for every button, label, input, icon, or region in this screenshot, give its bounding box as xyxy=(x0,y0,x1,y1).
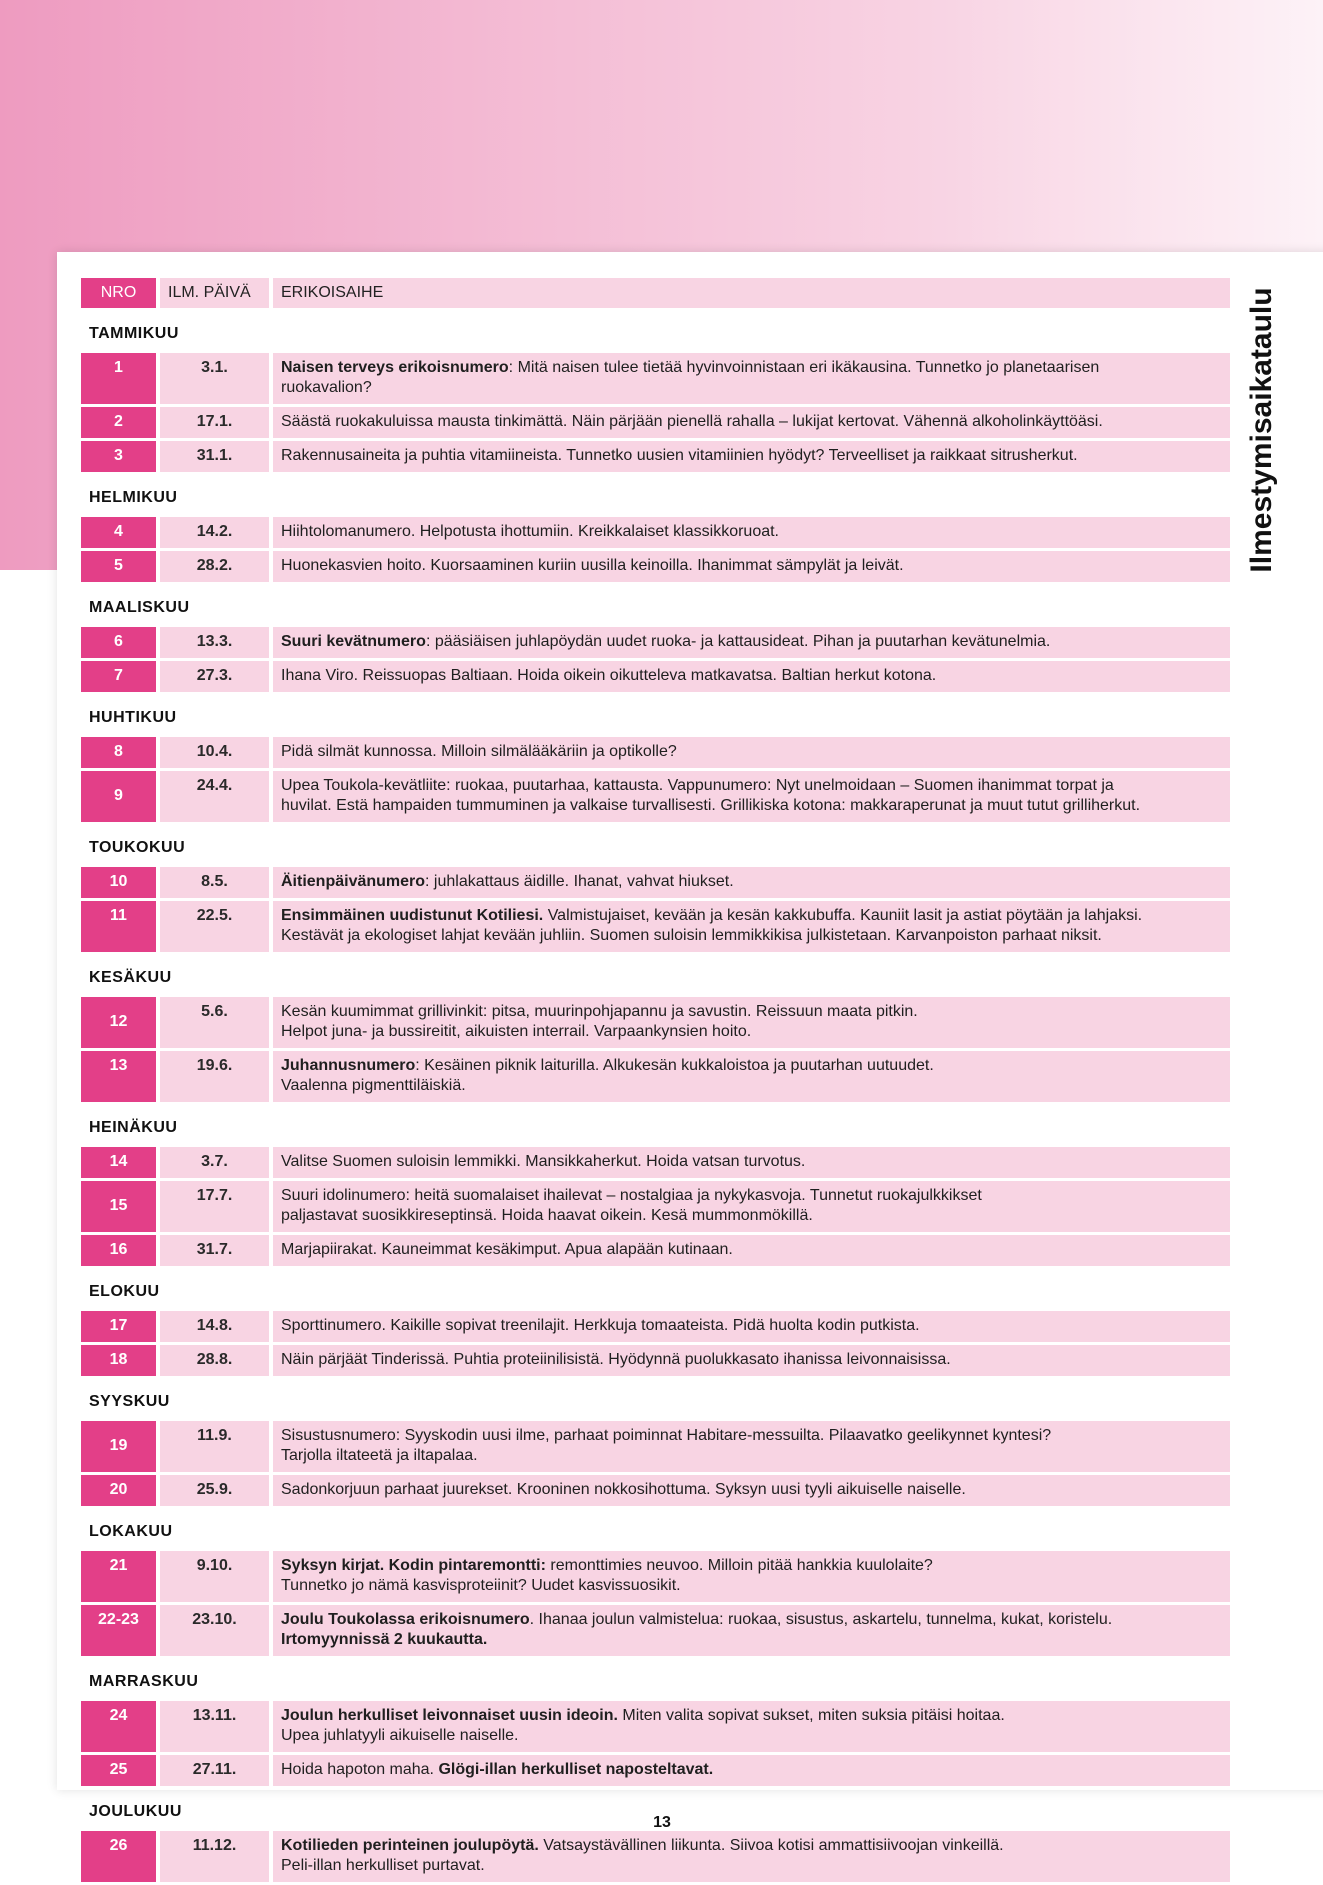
issue-date: 9.10. xyxy=(156,1551,269,1602)
topic-text: Sporttinumero. Kaikille sopivat treenilajit. Herkkuja tomaateista. Pidä huolta kodin putkista. xyxy=(281,1317,920,1334)
page-title-text: Ilmestymisaikataulu xyxy=(1245,287,1278,573)
issue-date: 27.11. xyxy=(156,1755,269,1786)
month-heading: ELOKUU xyxy=(89,1282,160,1300)
issue-number: 16 xyxy=(81,1235,156,1266)
issue-number: 24 xyxy=(81,1701,156,1752)
issue-date: 8.5. xyxy=(156,867,269,898)
issue-topic xyxy=(269,551,1230,582)
topic-text: : pääsiäisen juhlapöydän uudet ruoka- ja kattausideat. Pihan ja puutarhan kevätunelmia. xyxy=(425,633,1051,650)
topic-text: Säästä ruokakuluissa mausta tinkimättä. Näin pärjään pienellä rahalla – lukijat kertovat. Vähennä alkoholinkäyttöäsi. xyxy=(281,413,1103,430)
topic-text: Hoida hapoton maha. xyxy=(281,1761,439,1778)
topic-highlight: Juhannusnumero xyxy=(281,1057,416,1074)
month-row xyxy=(81,585,1230,624)
issue-row xyxy=(81,1181,1230,1232)
issue-number: 17 xyxy=(81,1311,156,1342)
issue-date: 11.9. xyxy=(156,1421,269,1472)
topic-text: Pidä silmät kunnossa. Milloin silmälääkäriin ja optikolle? xyxy=(281,743,677,760)
topic-highlight: Suuri kevätnumero xyxy=(281,633,426,650)
issue-row xyxy=(81,551,1230,582)
issue-topic xyxy=(269,1181,1230,1232)
month-row xyxy=(81,1379,1230,1418)
issue-row xyxy=(81,1421,1230,1472)
month-row xyxy=(81,1269,1230,1308)
month-row xyxy=(81,1105,1230,1144)
issue-date: 10.4. xyxy=(156,737,269,768)
issue-topic xyxy=(269,1051,1230,1102)
topic-text: Kesän kuumimmat grillivinkit: pitsa, muurinpohjapannu ja savustin. Reissuun maata pitkin. Helpot juna- ja bussireitit, aikuisten interrail. Varpaankynsien hoito. xyxy=(281,1003,918,1040)
issue-number: 14 xyxy=(81,1147,156,1178)
issue-topic xyxy=(269,771,1230,822)
issue-number: 22-23 xyxy=(81,1605,156,1656)
issue-number: 6 xyxy=(81,627,156,658)
issue-topic xyxy=(269,1551,1230,1602)
issue-number: 1 xyxy=(81,353,156,404)
month-heading: LOKAKUU xyxy=(89,1522,173,1540)
issue-row xyxy=(81,517,1230,548)
issue-topic xyxy=(269,737,1230,768)
topic-text: Ihana Viro. Reissuopas Baltiaan. Hoida oikein oikutteleva matkavatsa. Baltian herkut kotona. xyxy=(281,667,937,684)
issue-date: 22.5. xyxy=(156,901,269,952)
month-heading: TAMMIKUU xyxy=(89,324,179,342)
topic-highlight: Joulun herkulliset leivonnaiset uusin ideoin. xyxy=(281,1707,618,1724)
topic-text: Marjapiirakat. Kauneimmat kesäkimput. Apua alapään kutinaan. xyxy=(281,1241,733,1258)
issue-number: 4 xyxy=(81,517,156,548)
issue-row xyxy=(81,1755,1230,1786)
topic-highlight: Ensimmäinen uudistunut Kotiliesi. xyxy=(281,907,544,924)
issue-number: 13 xyxy=(81,1051,156,1102)
month-heading: SYYSKUU xyxy=(89,1392,170,1410)
issue-number: 2 xyxy=(81,407,156,438)
issue-date: 28.8. xyxy=(156,1345,269,1376)
issue-date: 19.6. xyxy=(156,1051,269,1102)
issue-topic xyxy=(269,1147,1230,1178)
issue-row xyxy=(81,353,1230,404)
issue-date: 5.6. xyxy=(156,997,269,1048)
issue-number: 25 xyxy=(81,1755,156,1786)
issue-topic xyxy=(269,627,1230,658)
issue-date: 31.1. xyxy=(156,441,269,472)
page-number: 13 xyxy=(653,1814,671,1831)
issue-date: 14.8. xyxy=(156,1311,269,1342)
issue-date: 11.12. xyxy=(156,1831,269,1882)
issue-row xyxy=(81,901,1230,952)
topic-text: : Kesäinen piknik laiturilla. Alkukesän kukkaloistoa ja puutarhan uutuudet. Vaalenna pigmenttiläiskiä. xyxy=(281,1057,934,1094)
issue-topic xyxy=(269,1421,1230,1472)
issue-number: 12 xyxy=(81,997,156,1048)
topic-text: : Mitä naisen tulee tietää hyvinvoinnistaan eri ikäkausina. Tunnetko jo planetaarisen ruokavalion? xyxy=(281,359,1100,396)
issue-row xyxy=(81,1311,1230,1342)
issue-number: 5 xyxy=(81,551,156,582)
issue-row xyxy=(81,997,1230,1048)
issue-number: 7 xyxy=(81,661,156,692)
page-title xyxy=(1236,274,1288,586)
issue-row xyxy=(81,627,1230,658)
month-heading: MARRASKUU xyxy=(89,1672,199,1690)
issue-topic xyxy=(269,1755,1230,1786)
issue-row xyxy=(81,1235,1230,1266)
month-heading: HELMIKUU xyxy=(89,488,178,506)
issue-topic xyxy=(269,1701,1230,1752)
month-heading: JOULUKUU xyxy=(89,1802,182,1820)
month-heading: HEINÄKUU xyxy=(89,1118,178,1136)
month-row xyxy=(81,1509,1230,1548)
column-header-topic: ERIKOISAIHE xyxy=(269,278,1230,308)
topic-text: Valitse Suomen suloisin lemmikki. Mansikkaherkut. Hoida vatsan turvotus. xyxy=(281,1153,806,1170)
issue-number: 11 xyxy=(81,901,156,952)
issue-row xyxy=(81,1551,1230,1602)
topic-highlight: Syksyn kirjat. Kodin pintaremontti: xyxy=(281,1557,546,1574)
issue-row xyxy=(81,867,1230,898)
issue-date: 14.2. xyxy=(156,517,269,548)
issue-topic xyxy=(269,407,1230,438)
issue-topic xyxy=(269,867,1230,898)
issue-topic xyxy=(269,661,1230,692)
month-heading: TOUKOKUU xyxy=(89,838,186,856)
month-row xyxy=(81,311,1230,350)
issue-topic xyxy=(269,1235,1230,1266)
issue-date: 28.2. xyxy=(156,551,269,582)
topic-highlight: Kotilieden perinteinen joulupöytä. xyxy=(281,1837,539,1854)
issue-topic xyxy=(269,517,1230,548)
topic-text: Näin pärjäät Tinderissä. Puhtia proteiinilisistä. Hyödynnä puolukkasato ihanissa leivonnaisissa. xyxy=(281,1351,951,1368)
issue-date: 13.11. xyxy=(156,1701,269,1752)
topic-text: Upea Toukola-kevätliite: ruokaa, puutarhaa, kattausta. Vappunumero: Nyt unelmoidaan – Suomen ihanimmat torpat ja huvilat. Estä hampaiden tummuminen ja valkaise turvallisesti. Grillikiska kotona: makkaraperunat ja muut tutut grilliherkut. xyxy=(281,777,1141,814)
issue-topic xyxy=(269,901,1230,952)
schedule-table xyxy=(81,275,1230,1885)
month-row xyxy=(81,1659,1230,1698)
issue-row xyxy=(81,1345,1230,1376)
topic-text: . Ihanaa joulun valmistelua: ruokaa, sisustus, askartelu, tunnelma, kukat, koristelu. xyxy=(529,1611,1113,1628)
issue-date: 31.7. xyxy=(156,1235,269,1266)
issue-date: 3.1. xyxy=(156,353,269,404)
issue-date: 23.10. xyxy=(156,1605,269,1656)
issue-number: 8 xyxy=(81,737,156,768)
issue-row xyxy=(81,1605,1230,1656)
month-row xyxy=(81,475,1230,514)
topic-text: remonttimies neuvoo. Milloin pitää hankkia kuulolaite? Tunnetko jo nämä kasvisproteiinit? Uudet kasvissuosikit. xyxy=(281,1557,933,1594)
issue-topic xyxy=(269,353,1230,404)
column-header-date: ILM. PÄIVÄ xyxy=(156,278,269,308)
topic-text: Sadonkorjuun parhaat juurekset. Krooninen nokkosihottuma. Syksyn uusi tyyli aikuiselle naiselle. xyxy=(281,1481,966,1498)
issue-number: 19 xyxy=(81,1421,156,1472)
issue-topic xyxy=(269,1475,1230,1506)
issue-number: 10 xyxy=(81,867,156,898)
topic-text: Hiihtolomanumero. Helpotusta ihottumiin. Kreikkalaiset klassikkoruoat. xyxy=(281,523,779,540)
issue-date: 24.4. xyxy=(156,771,269,822)
issue-date: 25.9. xyxy=(156,1475,269,1506)
issue-row xyxy=(81,1147,1230,1178)
issue-number: 15 xyxy=(81,1181,156,1232)
table-header-row xyxy=(81,278,1230,308)
topic-highlight: Naisen terveys erikoisnumero xyxy=(281,359,509,376)
month-row xyxy=(81,825,1230,864)
issue-number: 9 xyxy=(81,771,156,822)
issue-row xyxy=(81,1831,1230,1882)
issue-topic xyxy=(269,1345,1230,1376)
topic-text: Vatsaystävällinen liikunta. Siivoa kotisi ammattisiivoojan vinkeillä. Peli-illan herkulliset purtavat. xyxy=(281,1837,1004,1874)
issue-row xyxy=(81,407,1230,438)
issue-row xyxy=(81,1701,1230,1752)
issue-date: 17.7. xyxy=(156,1181,269,1232)
issue-row xyxy=(81,441,1230,472)
issue-number: 18 xyxy=(81,1345,156,1376)
issue-number: 26 xyxy=(81,1831,156,1882)
topic-highlight: Irtomyynnissä 2 kuukautta. xyxy=(281,1631,488,1648)
topic-highlight: Äitienpäivänumero xyxy=(281,873,426,890)
issue-topic xyxy=(269,441,1230,472)
issue-row xyxy=(81,661,1230,692)
issue-row xyxy=(81,1475,1230,1506)
issue-date: 3.7. xyxy=(156,1147,269,1178)
month-heading: MAALISKUU xyxy=(89,598,190,616)
issue-topic xyxy=(269,997,1230,1048)
issue-topic xyxy=(269,1605,1230,1656)
issue-row xyxy=(81,1051,1230,1102)
issue-number: 3 xyxy=(81,441,156,472)
issue-number: 20 xyxy=(81,1475,156,1506)
month-heading: HUHTIKUU xyxy=(89,708,177,726)
issue-row xyxy=(81,771,1230,822)
issue-topic xyxy=(269,1311,1230,1342)
month-row xyxy=(81,695,1230,734)
schedule-body xyxy=(81,311,1230,1882)
month-row xyxy=(81,955,1230,994)
issue-date: 27.3. xyxy=(156,661,269,692)
topic-text: Sisustusnumero: Syyskodin uusi ilme, parhaat poiminnat Habitare-messuilta. Pilaavatko geelikynnet kyntesi? Tarjolla iltateetä ja iltapalaa. xyxy=(281,1427,1052,1464)
topic-highlight: Glögi-illan herkulliset naposteltavat. xyxy=(438,1761,714,1778)
topic-text: Huonekasvien hoito. Kuorsaaminen kuriin uusilla keinoilla. Ihanimmat sämpylät ja leivät. xyxy=(281,557,904,574)
topic-highlight: Joulu Toukolassa erikoisnumero xyxy=(281,1611,530,1628)
issue-row xyxy=(81,737,1230,768)
topic-text: Suuri idolinumero: heitä suomalaiset ihailevat – nostalgiaa ja nykykasvoja. Tunnetut ruokajulkkikset paljastavat suosikkireseptinsä. Hoida haavat oikein. Kesä mummonmökillä. xyxy=(281,1187,982,1224)
issue-date: 13.3. xyxy=(156,627,269,658)
topic-text: Miten valita sopivat sukset, miten suksia pitäisi hoitaa. Upea juhlatyyli aikuiselle naiselle. xyxy=(281,1707,1005,1744)
column-header-nro: NRO xyxy=(81,278,156,308)
issue-topic xyxy=(269,1831,1230,1882)
month-heading: KESÄKUU xyxy=(89,968,172,986)
issue-date: 17.1. xyxy=(156,407,269,438)
topic-text: : juhlakattaus äidille. Ihanat, vahvat hiukset. xyxy=(425,873,734,890)
topic-text: Rakennusaineita ja puhtia vitamiineista. Tunnetko uusien vitamiinien hyödyt? Terveelliset ja raikkaat sitrusherkut. xyxy=(281,447,1078,464)
topic-text: Valmistujaiset, kevään ja kesän kakkubuffa. Kauniit lasit ja astiat pöytään ja lahjaksi. Kestävät ja ekologiset lahjat kevään juhliin. Suomen suloisin lemmikkikisa julkistetaan. Karvanpoiston parhaat niksit. xyxy=(281,907,1143,944)
issue-number: 21 xyxy=(81,1551,156,1602)
